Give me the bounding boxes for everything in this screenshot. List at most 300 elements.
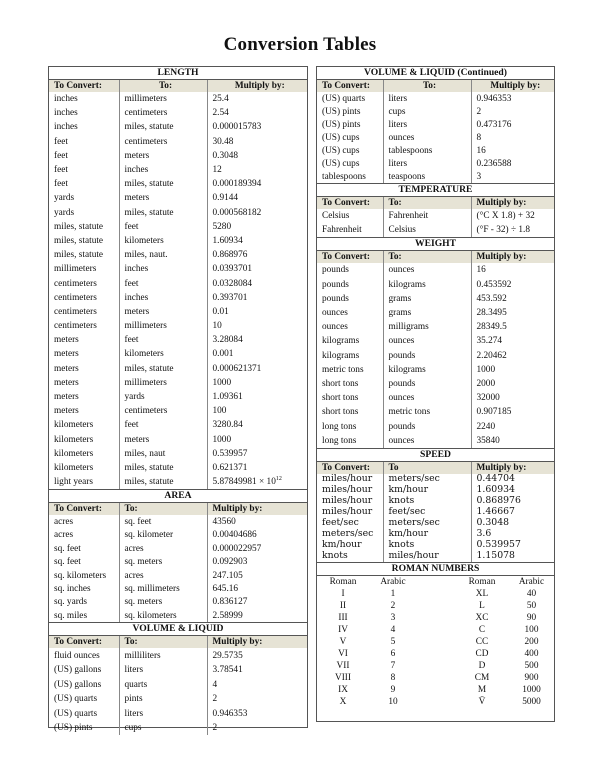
- multiply-cell: $5.87849981 \times 10^{12}$: [212, 476, 282, 488]
- temperature-section: [317, 184, 554, 238]
- table-row: [49, 569, 307, 582]
- convert-cell: (US) pints: [317, 105, 383, 118]
- to-cell: milliliters: [119, 648, 207, 663]
- spacer-cell: [417, 636, 455, 648]
- multiply-cell: 247.105: [212, 570, 243, 581]
- table-row: [49, 362, 307, 376]
- roman-cell: X: [339, 696, 347, 707]
- table-row: [49, 475, 307, 489]
- spacer-cell: [417, 672, 455, 684]
- multiply-cell: 2.54: [212, 108, 229, 119]
- table-row: [317, 405, 554, 419]
- convert-cell: pounds: [317, 292, 383, 306]
- table-row: [49, 609, 307, 622]
- to-cell: yards: [119, 390, 207, 404]
- roman-cell: CM: [474, 672, 490, 683]
- convert-cell: feet: [49, 149, 119, 163]
- convert-cell: ounces: [317, 306, 383, 320]
- roman-cell: IV: [338, 624, 348, 635]
- multiply-cell: 1.09361: [212, 392, 243, 403]
- roman-cell: V: [339, 636, 347, 647]
- multiply-cell: 3.78541: [212, 665, 243, 676]
- multiply-cell: 0.539957: [476, 539, 521, 551]
- roman-cell: CD: [475, 648, 489, 659]
- right-column: [316, 66, 555, 722]
- table-row: [317, 636, 554, 648]
- col-header-convert: To Convert:: [317, 251, 383, 263]
- to-cell: pounds: [383, 419, 471, 433]
- convert-cell: (US) cups: [317, 144, 383, 157]
- to-cell: centimeters: [119, 404, 207, 418]
- table-row: [49, 390, 307, 404]
- table-row: [317, 624, 554, 636]
- multiply-cell: (°F - 32) ÷ 1.8: [476, 225, 530, 236]
- convert-cell: kilograms: [317, 349, 383, 363]
- to-cell: inches: [119, 163, 207, 177]
- speed-section: [317, 449, 554, 563]
- to-cell: miles, statute: [119, 475, 207, 489]
- table-row: [317, 684, 554, 696]
- arabic-cell: 5: [390, 636, 396, 647]
- convert-cell: feet/sec: [317, 518, 383, 529]
- arabic-cell: 3: [390, 612, 396, 623]
- multiply-cell: 0.092903: [212, 557, 248, 568]
- multiply-cell: 5280: [212, 221, 232, 232]
- convert-cell: short tons: [317, 377, 383, 391]
- to-cell: kilograms: [383, 278, 471, 292]
- arabic-cell: 7: [390, 660, 396, 671]
- to-cell: miles, statute: [119, 461, 207, 475]
- to-cell: teaspoons: [383, 170, 471, 183]
- convert-cell: miles, statute: [49, 220, 119, 234]
- convert-cell: sq. feet: [49, 542, 119, 555]
- multiply-cell: 0.3048: [476, 517, 510, 529]
- spacer-cell: [417, 684, 455, 696]
- multiply-cell: 0.000189394: [212, 179, 262, 190]
- multiply-cell: 0.000568182: [212, 207, 262, 218]
- arabic-cell: 500: [524, 660, 539, 671]
- table-row: [317, 588, 554, 600]
- multiply-cell: 0.946353: [212, 708, 248, 719]
- col-header-to: To:: [119, 80, 207, 92]
- multiply-cell: 0.868976: [476, 495, 521, 507]
- convert-cell: ounces: [317, 320, 383, 334]
- spacer-cell: [417, 624, 455, 636]
- to-cell: km/hour: [383, 485, 471, 496]
- roman-cell: III: [338, 612, 348, 623]
- to-cell: metric tons: [383, 405, 471, 419]
- arabic-cell: 200: [524, 636, 539, 647]
- table-row: [49, 447, 307, 461]
- table-row: [317, 92, 554, 105]
- col-header-roman: Roman: [329, 576, 357, 587]
- spacer-cell: [417, 696, 455, 708]
- multiply-cell: 0.236588: [476, 158, 512, 169]
- table-row: [317, 391, 554, 405]
- table-row: [317, 529, 554, 540]
- multiply-cell: 0.000621371: [212, 363, 262, 374]
- convert-cell: short tons: [317, 391, 383, 405]
- convert-cell: meters: [49, 333, 119, 347]
- convert-cell: long tons: [317, 434, 383, 448]
- to-cell: quarts: [119, 677, 207, 692]
- table-row: [317, 170, 554, 183]
- table-row: [317, 334, 554, 348]
- table-row: [49, 461, 307, 475]
- arabic-cell: 6: [390, 648, 396, 659]
- multiply-cell: 0.00404686: [212, 530, 257, 541]
- convert-cell: centimeters: [49, 291, 119, 305]
- speed-heading: SPEED: [317, 449, 554, 462]
- table-row: [317, 292, 554, 306]
- table-row: [49, 648, 307, 663]
- to-cell: meters: [119, 191, 207, 205]
- multiply-cell: 16: [476, 265, 486, 276]
- to-cell: knots: [383, 540, 471, 551]
- exponent: 12: [275, 476, 282, 483]
- table-row: [49, 92, 307, 106]
- table-row: [49, 404, 307, 418]
- multiply-cell: (°C X 1.8) + 32: [476, 211, 535, 222]
- multiply-cell: 2240: [476, 421, 496, 432]
- table-row: [49, 106, 307, 120]
- to-cell: grams: [383, 292, 471, 306]
- table-row: [49, 677, 307, 692]
- convert-cell: feet: [49, 135, 119, 149]
- arabic-cell: 100: [524, 624, 539, 635]
- multiply-cell: 30.48: [212, 136, 234, 147]
- to-cell: centimeters: [119, 106, 207, 120]
- area-heading: AREA: [49, 490, 307, 503]
- table-row: [317, 349, 554, 363]
- convert-cell: meters: [49, 347, 119, 361]
- to-cell: acres: [119, 542, 207, 555]
- convert-cell: inches: [49, 106, 119, 120]
- multiply-cell: 0.001: [212, 349, 234, 360]
- table-row: [49, 721, 307, 736]
- convert-cell: short tons: [317, 405, 383, 419]
- convert-cell: pounds: [317, 278, 383, 292]
- length-heading: LENGTH: [49, 67, 307, 80]
- table-row: [49, 163, 307, 177]
- col-header-multiply: Multiply by:: [471, 80, 554, 92]
- to-cell: sq. meters: [119, 596, 207, 609]
- roman-cell: VIII: [334, 672, 351, 683]
- convert-cell: meters: [49, 404, 119, 418]
- multiply-cell: 0.000015783: [212, 122, 262, 133]
- convert-cell: kilometers: [49, 461, 119, 475]
- multiply-cell: 2.20462: [476, 350, 507, 361]
- table-row: [49, 120, 307, 134]
- table-row: [49, 418, 307, 432]
- table-row: [317, 278, 554, 292]
- area-section: [49, 490, 307, 623]
- multiply-cell: 2: [212, 723, 218, 734]
- to-cell: meters/sec: [383, 474, 471, 485]
- volume-heading: VOLUME & LIQUID: [49, 623, 307, 636]
- convert-cell: sq. inches: [49, 582, 119, 595]
- convert-cell: light years: [49, 475, 119, 489]
- table-row: [317, 507, 554, 518]
- table-row: [317, 363, 554, 377]
- page-title: Conversion Tables: [223, 34, 377, 55]
- table-row: [49, 347, 307, 361]
- table-row: [49, 220, 307, 234]
- table-row: [317, 540, 554, 551]
- convert-cell: centimeters: [49, 276, 119, 290]
- convert-cell: kilometers: [49, 418, 119, 432]
- spacer-cell: [417, 660, 455, 672]
- multiply-cell: 1000: [476, 364, 496, 375]
- to-cell: kilometers: [119, 347, 207, 361]
- to-cell: sq. kilometers: [119, 609, 207, 622]
- roman-cell: M: [477, 684, 487, 695]
- convert-cell: sq. kilometers: [49, 569, 119, 582]
- convert-cell: fluid ounces: [49, 648, 119, 663]
- table-row: [317, 518, 554, 529]
- arabic-cell: 900: [524, 672, 539, 683]
- col-header-convert: To Convert:: [49, 503, 119, 515]
- multiply-cell: 16: [476, 145, 486, 156]
- convert-cell: acres: [49, 515, 119, 528]
- multiply-cell: 28349.5: [476, 322, 507, 333]
- table-row: [49, 206, 307, 220]
- multiply-cell: 0.539957: [212, 448, 248, 459]
- roman-cell: D: [478, 660, 486, 671]
- to-cell: kilograms: [383, 363, 471, 377]
- convert-cell: km/hour: [317, 540, 383, 551]
- volume-section: [49, 623, 307, 735]
- volume-cont-heading: VOLUME & LIQUID (Continued): [317, 67, 554, 80]
- table-row: [49, 555, 307, 568]
- roman-table: [317, 576, 554, 708]
- table-row: [317, 648, 554, 660]
- to-cell: sq. meters: [119, 555, 207, 568]
- table-row: [317, 105, 554, 118]
- to-cell: meters/sec: [383, 518, 471, 529]
- roman-cell: IX: [338, 684, 348, 695]
- to-cell: Fahrenheit: [383, 209, 471, 223]
- to-cell: miles, statute: [119, 362, 207, 376]
- to-cell: millimeters: [119, 376, 207, 390]
- table-row: [317, 474, 554, 485]
- table-row: [49, 596, 307, 609]
- roman-cell: CC: [475, 636, 489, 647]
- arabic-cell: 8: [390, 672, 396, 683]
- multiply-cell: 0.946353: [476, 93, 512, 104]
- roman-cell: II: [339, 600, 347, 611]
- convert-cell: miles, statute: [49, 248, 119, 262]
- multiply-cell: 35840: [476, 435, 500, 446]
- to-cell: pints: [119, 692, 207, 707]
- to-cell: feet: [119, 418, 207, 432]
- multiply-cell: 0.907185: [476, 407, 512, 418]
- multiply-cell: 43560: [212, 516, 236, 527]
- table-row: [49, 433, 307, 447]
- convert-cell: feet: [49, 177, 119, 191]
- to-cell: ounces: [383, 391, 471, 405]
- to-cell: meters: [119, 305, 207, 319]
- table-row: [317, 118, 554, 131]
- to-cell: sq. kilometer: [119, 529, 207, 542]
- multiply-cell: 3: [476, 171, 482, 182]
- table-row: [49, 692, 307, 707]
- convert-cell: miles/hour: [317, 507, 383, 518]
- table-row: [49, 515, 307, 528]
- multiply-cell: 453.592: [476, 293, 507, 304]
- multiply-cell: 0.453592: [476, 279, 512, 290]
- convert-cell: sq. miles: [49, 609, 119, 622]
- multiply-cell: 0.621371: [212, 462, 248, 473]
- col-header-arabic: Arabic: [518, 576, 545, 587]
- table-row: [317, 660, 554, 672]
- to-cell: tablespoons: [383, 144, 471, 157]
- convert-cell: (US) cups: [317, 157, 383, 170]
- col-header-convert: To Convert:: [49, 636, 119, 648]
- volume-cont-section: [317, 67, 554, 184]
- convert-cell: miles/hour: [317, 496, 383, 507]
- convert-cell: acres: [49, 529, 119, 542]
- convert-cell: centimeters: [49, 319, 119, 333]
- convert-cell: meters: [49, 362, 119, 376]
- to-cell: liters: [383, 157, 471, 170]
- table-row: [49, 542, 307, 555]
- to-cell: cups: [119, 721, 207, 736]
- convert-cell: millimeters: [49, 262, 119, 276]
- table-row: [49, 376, 307, 390]
- table-row: [317, 419, 554, 433]
- table-row: [317, 496, 554, 507]
- to-cell: sq. millimeters: [119, 582, 207, 595]
- multiply-cell: 0.0393701: [212, 264, 253, 275]
- convert-cell: (US) pints: [317, 118, 383, 131]
- col-header-multiply: Multiply by:: [207, 503, 307, 515]
- table-row: [49, 663, 307, 678]
- table-row: [49, 305, 307, 319]
- roman-cell: C: [478, 624, 486, 635]
- left-column: [48, 66, 308, 734]
- area-table: [49, 503, 307, 622]
- table-row: [317, 306, 554, 320]
- table-row: [49, 529, 307, 542]
- arabic-cell: 9: [390, 684, 396, 695]
- col-header-to: To:: [383, 80, 471, 92]
- table-row: [49, 191, 307, 205]
- to-cell: kilometers: [119, 234, 207, 248]
- weight-table: [317, 251, 554, 447]
- convert-cell: (US) quarts: [49, 706, 119, 721]
- roman-cell: V̄: [478, 696, 486, 707]
- table-row: [49, 248, 307, 262]
- roman-heading: ROMAN NUMBERS: [317, 563, 554, 576]
- to-cell: pounds: [383, 377, 471, 391]
- to-cell: ounces: [383, 131, 471, 144]
- multiply-cell: 25.4: [212, 94, 229, 105]
- multiply-cell: 0.44704: [476, 473, 515, 485]
- convert-cell: kilometers: [49, 433, 119, 447]
- multiply-cell: 0.393701: [212, 292, 248, 303]
- to-cell: ounces: [383, 334, 471, 348]
- col-header-to: To:: [119, 503, 207, 515]
- roman-cell: VII: [336, 660, 350, 671]
- roman-cell: I: [341, 588, 345, 599]
- multiply-cell: 0.0328084: [212, 278, 253, 289]
- to-cell: knots: [383, 496, 471, 507]
- spacer-cell: [417, 612, 455, 624]
- convert-cell: pounds: [317, 263, 383, 277]
- to-cell: millimeters: [119, 92, 207, 106]
- roman-cell: L: [479, 600, 485, 611]
- multiply-cell: 1000: [212, 377, 232, 388]
- convert-cell: knots: [317, 551, 383, 562]
- to-cell: pounds: [383, 349, 471, 363]
- to-cell: liters: [383, 92, 471, 105]
- weight-section: [317, 238, 554, 448]
- to-cell: grams: [383, 306, 471, 320]
- convert-cell: centimeters: [49, 305, 119, 319]
- multiply-cell: 0.01: [212, 306, 229, 317]
- convert-cell: kilograms: [317, 334, 383, 348]
- table-row: [317, 434, 554, 448]
- convert-cell: inches: [49, 120, 119, 134]
- multiply-cell: 3.28084: [212, 335, 243, 346]
- to-cell: liters: [119, 706, 207, 721]
- table-row: [317, 131, 554, 144]
- to-cell: milligrams: [383, 320, 471, 334]
- convert-cell: (US) quarts: [49, 692, 119, 707]
- to-cell: centimeters: [119, 135, 207, 149]
- length-table: [49, 80, 307, 489]
- convert-cell: (US) gallons: [49, 663, 119, 678]
- convert-cell: metric tons: [317, 363, 383, 377]
- table-row: [317, 209, 554, 223]
- table-row: [49, 135, 307, 149]
- col-header-roman: Roman: [468, 576, 496, 587]
- to-cell: ounces: [383, 434, 471, 448]
- table-row: [317, 320, 554, 334]
- to-cell: millimeters: [119, 319, 207, 333]
- roman-cell: XL: [475, 588, 489, 599]
- to-cell: feet: [119, 220, 207, 234]
- table-row: [317, 485, 554, 496]
- to-cell: miles, statute: [119, 206, 207, 220]
- weight-heading: WEIGHT: [317, 238, 554, 251]
- to-cell: ounces: [383, 263, 471, 277]
- col-header-multiply: Multiply by:: [207, 80, 307, 92]
- to-cell: meters: [119, 433, 207, 447]
- to-cell: acres: [119, 569, 207, 582]
- to-cell: Celsius: [383, 223, 471, 237]
- to-cell: feet: [119, 276, 207, 290]
- table-row: [49, 582, 307, 595]
- convert-cell: kilometers: [49, 447, 119, 461]
- multiply-cell: 1.15078: [476, 550, 515, 562]
- col-header-multiply: Multiply by:: [471, 197, 554, 209]
- table-row: [317, 377, 554, 391]
- multiply-cell: 100: [212, 406, 227, 417]
- spacer-cell: [417, 588, 455, 600]
- multiply-cell: 0.473176: [476, 119, 512, 130]
- multiply-cell: 2000: [476, 378, 496, 389]
- convert-cell: meters: [49, 376, 119, 390]
- multiply-cell: 28.3495: [476, 308, 507, 319]
- col-header-convert: To Convert:: [317, 462, 383, 474]
- to-cell: feet/sec: [383, 507, 471, 518]
- to-cell: miles, statute: [119, 120, 207, 134]
- to-cell: sq. feet: [119, 515, 207, 528]
- convert-cell: inches: [49, 92, 119, 106]
- arabic-cell: 4: [390, 624, 396, 635]
